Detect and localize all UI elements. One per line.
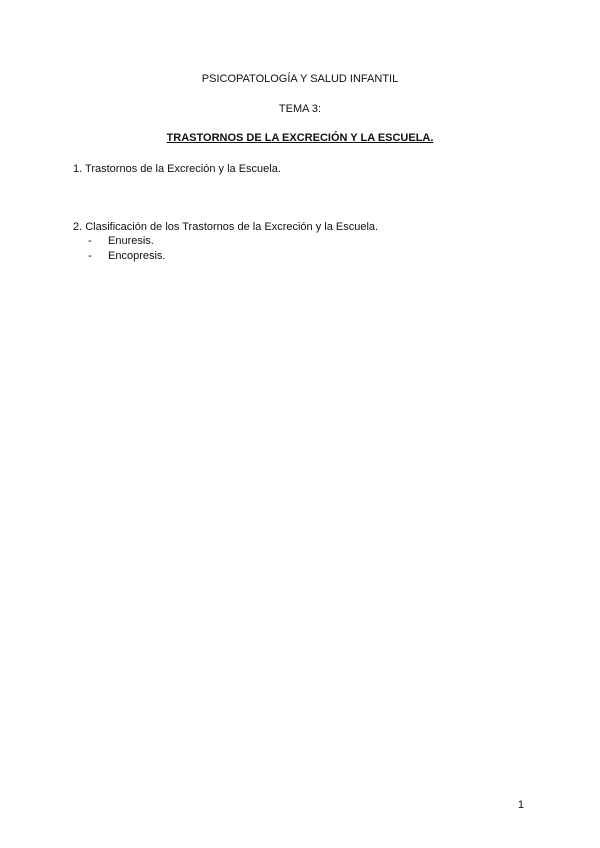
list-item-label: Enuresis.	[108, 235, 154, 247]
topic-heading: TRASTORNOS DE LA EXCRECIÓN Y LA ESCUELA.	[166, 132, 434, 144]
list-item	[88, 249, 165, 264]
dash-bullet: -	[88, 235, 92, 247]
dash-bullet: -	[88, 250, 92, 262]
list-item	[88, 234, 165, 249]
topic-number: TEMA 3:	[278, 103, 322, 115]
section-2-title: 2. Clasificación de los Trastornos de la Excreción y la Escuela.	[73, 221, 379, 233]
classification-list	[88, 234, 165, 264]
page-number: 1	[517, 799, 524, 811]
course-title: PSICOPATOLOGÍA Y SALUD INFANTIL	[201, 73, 399, 85]
section-1-title: 1. Trastornos de la Excreción y la Escuela.	[73, 163, 281, 175]
list-item-label: Encopresis.	[108, 250, 166, 262]
